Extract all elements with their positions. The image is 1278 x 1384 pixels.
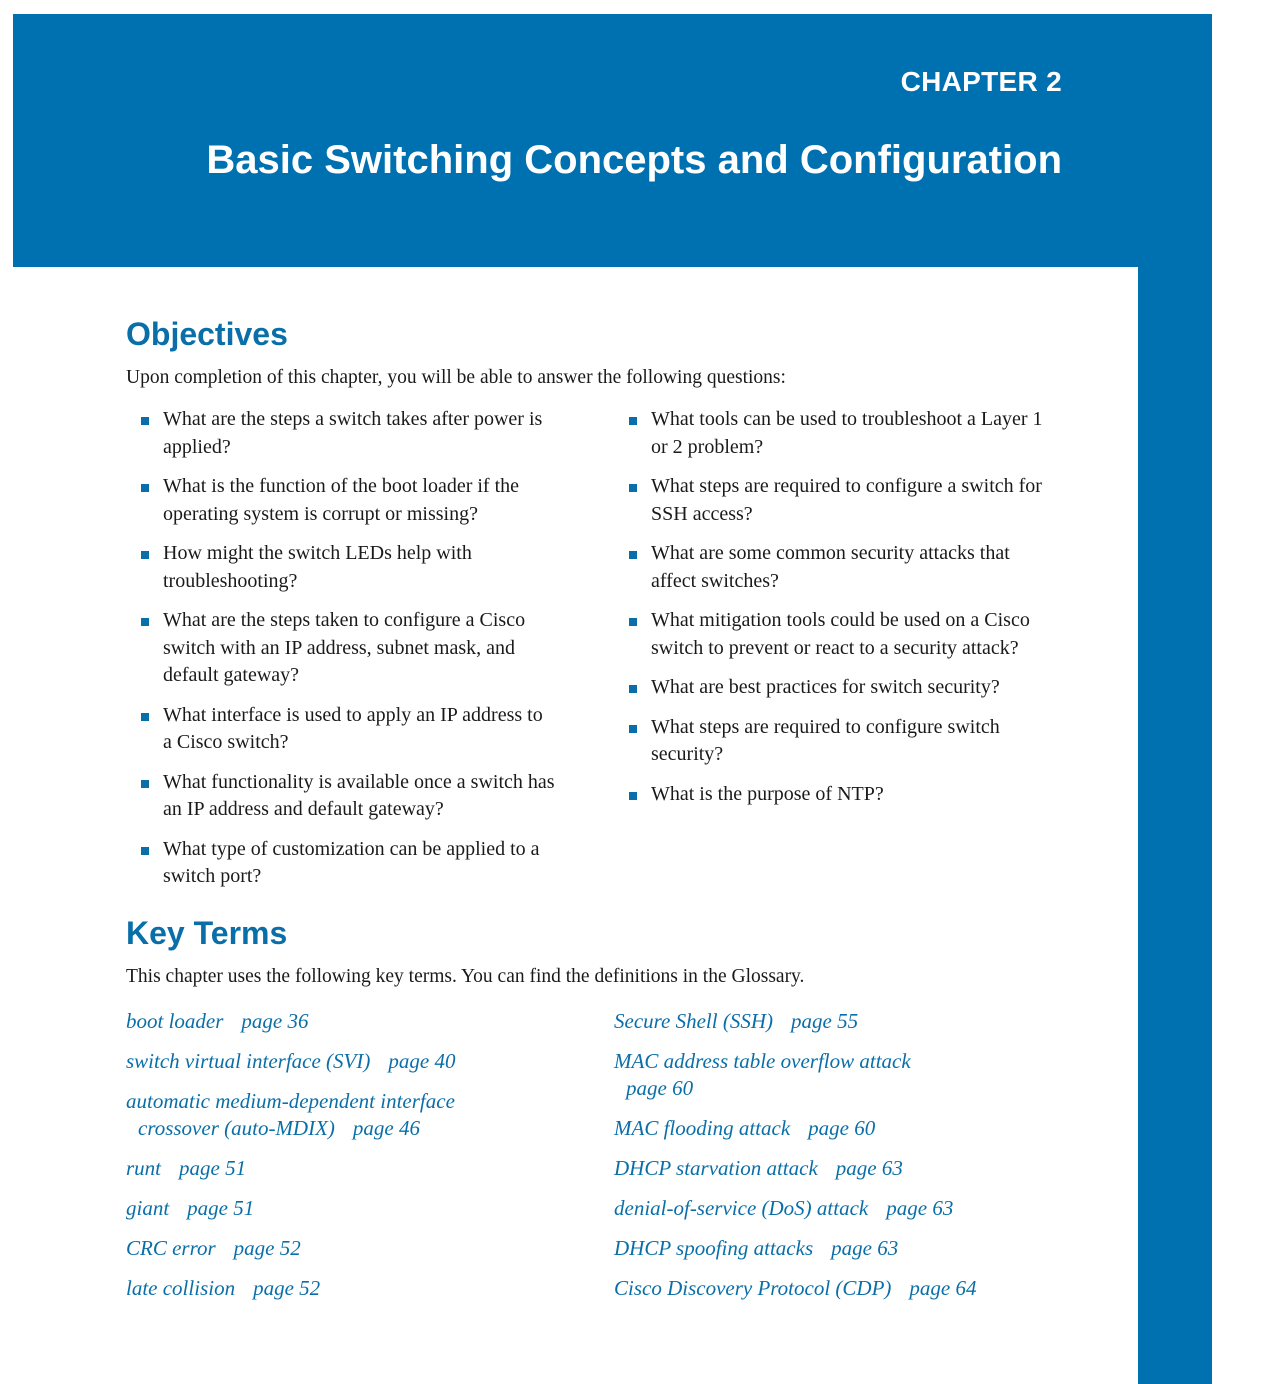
square-bullet-icon [629,551,637,559]
objectives-heading: Objectives [126,316,288,352]
objective-item [614,714,1044,769]
objective-item [614,473,1044,528]
objective-text: What tools can be used to troubleshoot a Layer 1 or 2 problem? [651,408,1043,458]
objective-text: How might the switch LEDs help with troubleshooting? [163,542,472,592]
key-term-page-ref[interactable]: page 60 [808,1116,876,1140]
square-bullet-icon [629,484,637,492]
objective-text: What is the function of the boot loader if the operating system is corrupt or missing? [163,475,520,525]
key-term-page-ref[interactable]: page 40 [388,1049,456,1073]
square-bullet-icon [629,417,637,425]
objectives-left-column [126,406,556,903]
key-term-text[interactable]: late collision [126,1276,236,1300]
objective-text: What interface is used to apply an IP address to a Cisco switch? [163,703,543,753]
key-term-text-cont[interactable]: crossover (auto-MDIX) [138,1116,335,1140]
objective-text: What steps are required to configure a switch for SSH access? [651,475,1042,525]
key-term-page-ref[interactable]: page 51 [179,1156,247,1180]
square-bullet-icon [141,551,149,559]
key-term-entry[interactable] [126,1155,455,1182]
square-bullet-icon [141,618,149,626]
objective-item [614,674,1044,702]
objective-text: What is the purpose of NTP? [651,782,884,805]
key-term-text[interactable]: MAC flooding attack [614,1116,791,1140]
key-term-page-ref[interactable]: page 63 [831,1236,899,1260]
key-term-entry[interactable] [614,1275,977,1302]
key-term-text[interactable]: denial-of-service (DoS) attack [614,1196,869,1220]
objective-item [614,406,1044,461]
objective-item [126,836,556,891]
key-term-continuation [126,1115,455,1142]
key-term-entry[interactable] [614,1115,977,1142]
objective-text: What functionality is available once a switch has an IP address and default gateway? [163,770,555,820]
key-term-text[interactable]: Cisco Discovery Protocol (CDP) [614,1276,892,1300]
key-term-entry[interactable] [126,1195,455,1222]
objective-item [614,607,1044,662]
key-term-text[interactable]: boot loader [126,1009,224,1033]
key-term-entry[interactable] [126,1275,455,1302]
square-bullet-icon [629,792,637,800]
key-term-page-ref[interactable]: page 63 [886,1196,954,1220]
square-bullet-icon [141,847,149,855]
key-term-text[interactable]: automatic medium-dependent interface [126,1089,455,1113]
square-bullet-icon [629,685,637,693]
key-term-page-ref[interactable]: page 46 [352,1116,420,1140]
chapter-title: Basic Switching Concepts and Configuration [206,138,1062,182]
key-terms-heading: Key Terms [126,915,288,951]
key-term-page-ref[interactable]: page 60 [626,1076,694,1100]
objective-item [614,781,1044,809]
side-color-bar [1138,14,1212,1384]
key-term-text[interactable]: MAC address table overflow attack [614,1049,911,1073]
key-term-text[interactable]: CRC error [126,1236,216,1260]
key-term-text[interactable]: Secure Shell (SSH) [614,1009,773,1033]
square-bullet-icon [141,417,149,425]
key-term-text[interactable]: switch virtual interface (SVI) [126,1049,371,1073]
key-term-page-ref[interactable]: page 36 [241,1009,309,1033]
objective-text: What are the steps taken to configure a Cisco switch with an IP address, subnet mask, and default gateway? [163,609,526,686]
key-term-entry[interactable] [614,1048,977,1102]
objective-text: What are some common security attacks that affect switches? [651,542,1010,592]
square-bullet-icon [141,713,149,721]
key-term-entry[interactable] [126,1008,455,1035]
objective-item [126,607,556,690]
key-term-continuation [614,1075,977,1102]
key-term-page-ref[interactable]: page 51 [187,1196,255,1220]
objective-item [126,540,556,595]
objective-item [126,406,556,461]
key-term-text[interactable]: giant [126,1196,170,1220]
key-terms-intro: This chapter uses the following key terms. You can find the definitions in the Glossary. [126,966,805,987]
objectives-right-column [614,406,1044,820]
key-term-entry[interactable] [126,1235,455,1262]
objective-item [614,540,1044,595]
square-bullet-icon [141,780,149,788]
key-term-entry[interactable] [614,1235,977,1262]
objective-text: What mitigation tools could be used on a Cisco switch to prevent or react to a security attack? [651,609,1030,659]
key-term-page-ref[interactable]: page 64 [909,1276,977,1300]
key-term-entry[interactable] [126,1048,455,1075]
key-term-entry[interactable] [126,1088,455,1142]
key-term-text[interactable]: DHCP spoofing attacks [614,1236,814,1260]
objective-text: What are best practices for switch security? [651,676,1000,698]
objective-text: What type of customization can be applied to a switch port? [163,837,540,887]
objective-item [126,702,556,757]
objective-text: What are the steps a switch takes after power is applied? [163,408,543,458]
key-term-entry[interactable] [614,1195,977,1222]
key-term-page-ref[interactable]: page 63 [835,1156,903,1180]
objective-text: What steps are required to configure switch security? [651,715,1000,765]
objectives-intro: Upon completion of this chapter, you will be able to answer the following questions: [126,367,786,388]
key-term-page-ref[interactable]: page 52 [233,1236,301,1260]
key-term-text[interactable]: runt [126,1156,162,1180]
square-bullet-icon [629,725,637,733]
square-bullet-icon [141,484,149,492]
objective-item [126,769,556,824]
objective-item [126,473,556,528]
key-term-text[interactable]: DHCP starvation attack [614,1156,818,1180]
key-terms-right-column [614,1008,977,1315]
key-term-entry[interactable] [614,1155,977,1182]
key-term-page-ref[interactable]: page 55 [791,1009,859,1033]
key-term-entry[interactable] [614,1008,977,1035]
key-terms-left-column [126,1008,455,1315]
key-term-page-ref[interactable]: page 52 [253,1276,321,1300]
square-bullet-icon [629,618,637,626]
chapter-number: CHAPTER 2 [900,66,1062,97]
